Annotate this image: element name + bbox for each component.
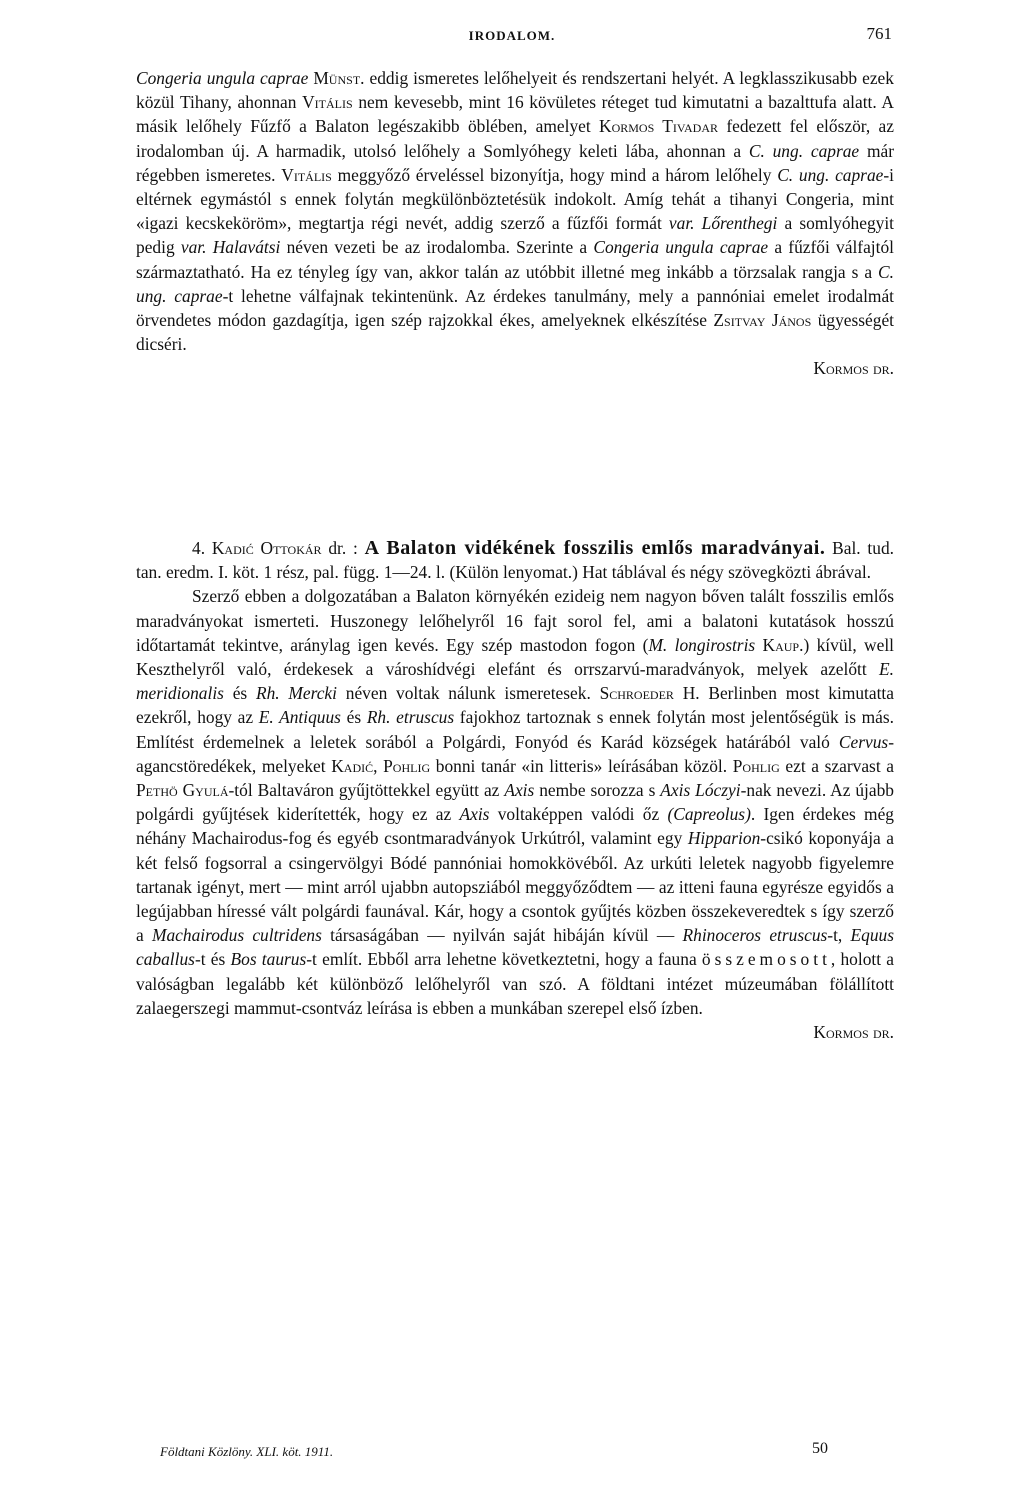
- journal-footer: Földtani Közlöny. XLI. köt. 1911.: [160, 1444, 334, 1459]
- review-1: [136, 66, 894, 381]
- review-biblio: Bal. tud. tan. eredm. I. köt. 1 rész, pal. függ. 1—24. l. (Külön lenyomat.) Hat táblával és négy szövegközti ábrával.: [136, 538, 894, 583]
- page-number: 761: [866, 24, 892, 43]
- sheet-number: 50: [812, 1440, 828, 1457]
- review-2-heading: 4. Kadić Ottokár dr. : A Balaton vidékének fosszilis emlős maradványai. Bal. tud. tan. eredm. I. köt. 1 rész, pal. függ. 1—24. l. (Külön lenyomat.) Hat táblával és négy szövegközti ábrával.: [136, 537, 894, 583]
- review-author: Kadić Ottokár: [211, 538, 322, 558]
- review-2-signature: Kormos dr.: [813, 1022, 894, 1043]
- review-2: [136, 536, 894, 1044]
- review-2-text: Szerző ebben a dolgozatában a Balaton környékén ezideig nem nagyon bőven talált fosszilis emlős maradványokat ismerteti. Huszonegy lelőhelyről 16 fajt sorol fel, ami a balatoni kutatások hosszú időtartamát tekintve, aránylag igen kevés. Egy szép mastodon fogon (M. longirostris Kaup.) kívül, well Keszthelyről való, érdekesek a városhídvégi elefánt és orrszarvú-maradványok, melyek azelőtt E. meridionalis és Rh. Mercki néven voltak nálunk ismeretesek. Schroeder H. Berlinben most kimutatta ezekről, hogy az E. Antiquus és Rh. etruscus fajokhoz tartoznak s ennek folytán most jelentőségük is más. Említést érdemelnek a leletek sorából a Polgárdi, Fonyód és Karád községek határából való Cervus-agancstöredékek, melyeket Kadić, Pohlig bonni tanár «in litteris» leírásában közöl. Pohlig ezt a szarvast a Pethö Gyulá-tól Baltaváron gyűjtöttekkel együtt az Axis nembe sorozza s Axis Lóczyi-nak nevezi. Az újabb polgárdi gyűjtések kiderítették, hogy ez az Axis voltaképpen valódi őz (Capreolus). Igen érdekes még néhány Machairodus-fog és egyéb csontmaradványok Urkútról, valamint egy Hipparion-csikó koponyája a két felső fogsorral a csingervölgyi Bódé pannóniai homokkövéből. Az urkúti leletek nagyobb figyelemre tartanak igényt, mert — mint arról ujabbn autopsziából meggyőződtem — az itteni fauna egyrésze egyidős a legújabban híressé vált polgárdi faunával. Kár, hogy a csontok gyűjtés közben összekeveredtek s így szerző a Machairodus cultridens társaságában — nyilván saját hibáján kívül — Rhinoceros etruscus-t, Equus caballus-t és Bos taurus-t említ. Ebből arra lehetne következtetni, hogy a fauna összemosott, holott a valóságban legalább két különböző lelőhelyről van szó. A földtani intézet múzeumában fölállított zalaegerszegi mammut-csontváz leírása is ebben a munkában szerepel első ízben.: [136, 586, 895, 1018]
- running-title: IRODALOM.: [468, 28, 556, 43]
- review-number: 4.: [192, 538, 206, 558]
- review-1-text: Congeria ungula caprae Münst. eddig ismeretes lelőhelyeit és rendszertani helyét. A legklasszikusabb ezek közül Tihany, ahonnan Vitális nem kevesebb, mint 16 kövületes réteget tud kimutatni a bazalttufa alatt. A másik lelőhely Fűzfő a Balaton legészakibb öblében, amelyet Kormos Tivadar fedezett fel először, az irodalomban új. A harmadik, utolsó lelőhely a Somlyóhegy keleti lába, ahonnan a C. ung. caprae már régebben ismeretes. Vitális meggyőző érveléssel bizonyítja, hogy mind a három lelőhely C. ung. caprae-i eltérnek egymástól s ennek folytán megkülönböztetésük indokolt. Amíg tehát a tihanyi Congeria, mint «igazi kecskeköröm», megtartja régi nevét, addig szerző a fűzfői formát var. Lőrenthegi a somlyóhegyit pedig var. Halavátsi néven vezeti be az irodalomba. Szerinte a Congeria ungula caprae a fűzfői válfajtól származtatható. Ha ez tényleg így van, akkor talán az utóbbit illetné meg inkább a törzsalak rangja s a C. ung. caprae-t lehetne válfajnak tekintenünk. Az érdekes tanulmány, mely a pannóniai emelet irodalmát örvendetes módon gazdagítja, igen szép rajzokkal ékes, amelyeknek elkészítése Zsitvay János ügyességét dicséri.: [136, 68, 895, 355]
- review-1-signature: Kormos dr.: [813, 358, 894, 379]
- review-title: A Balaton vidékének fosszilis emlős maradványai.: [364, 537, 826, 559]
